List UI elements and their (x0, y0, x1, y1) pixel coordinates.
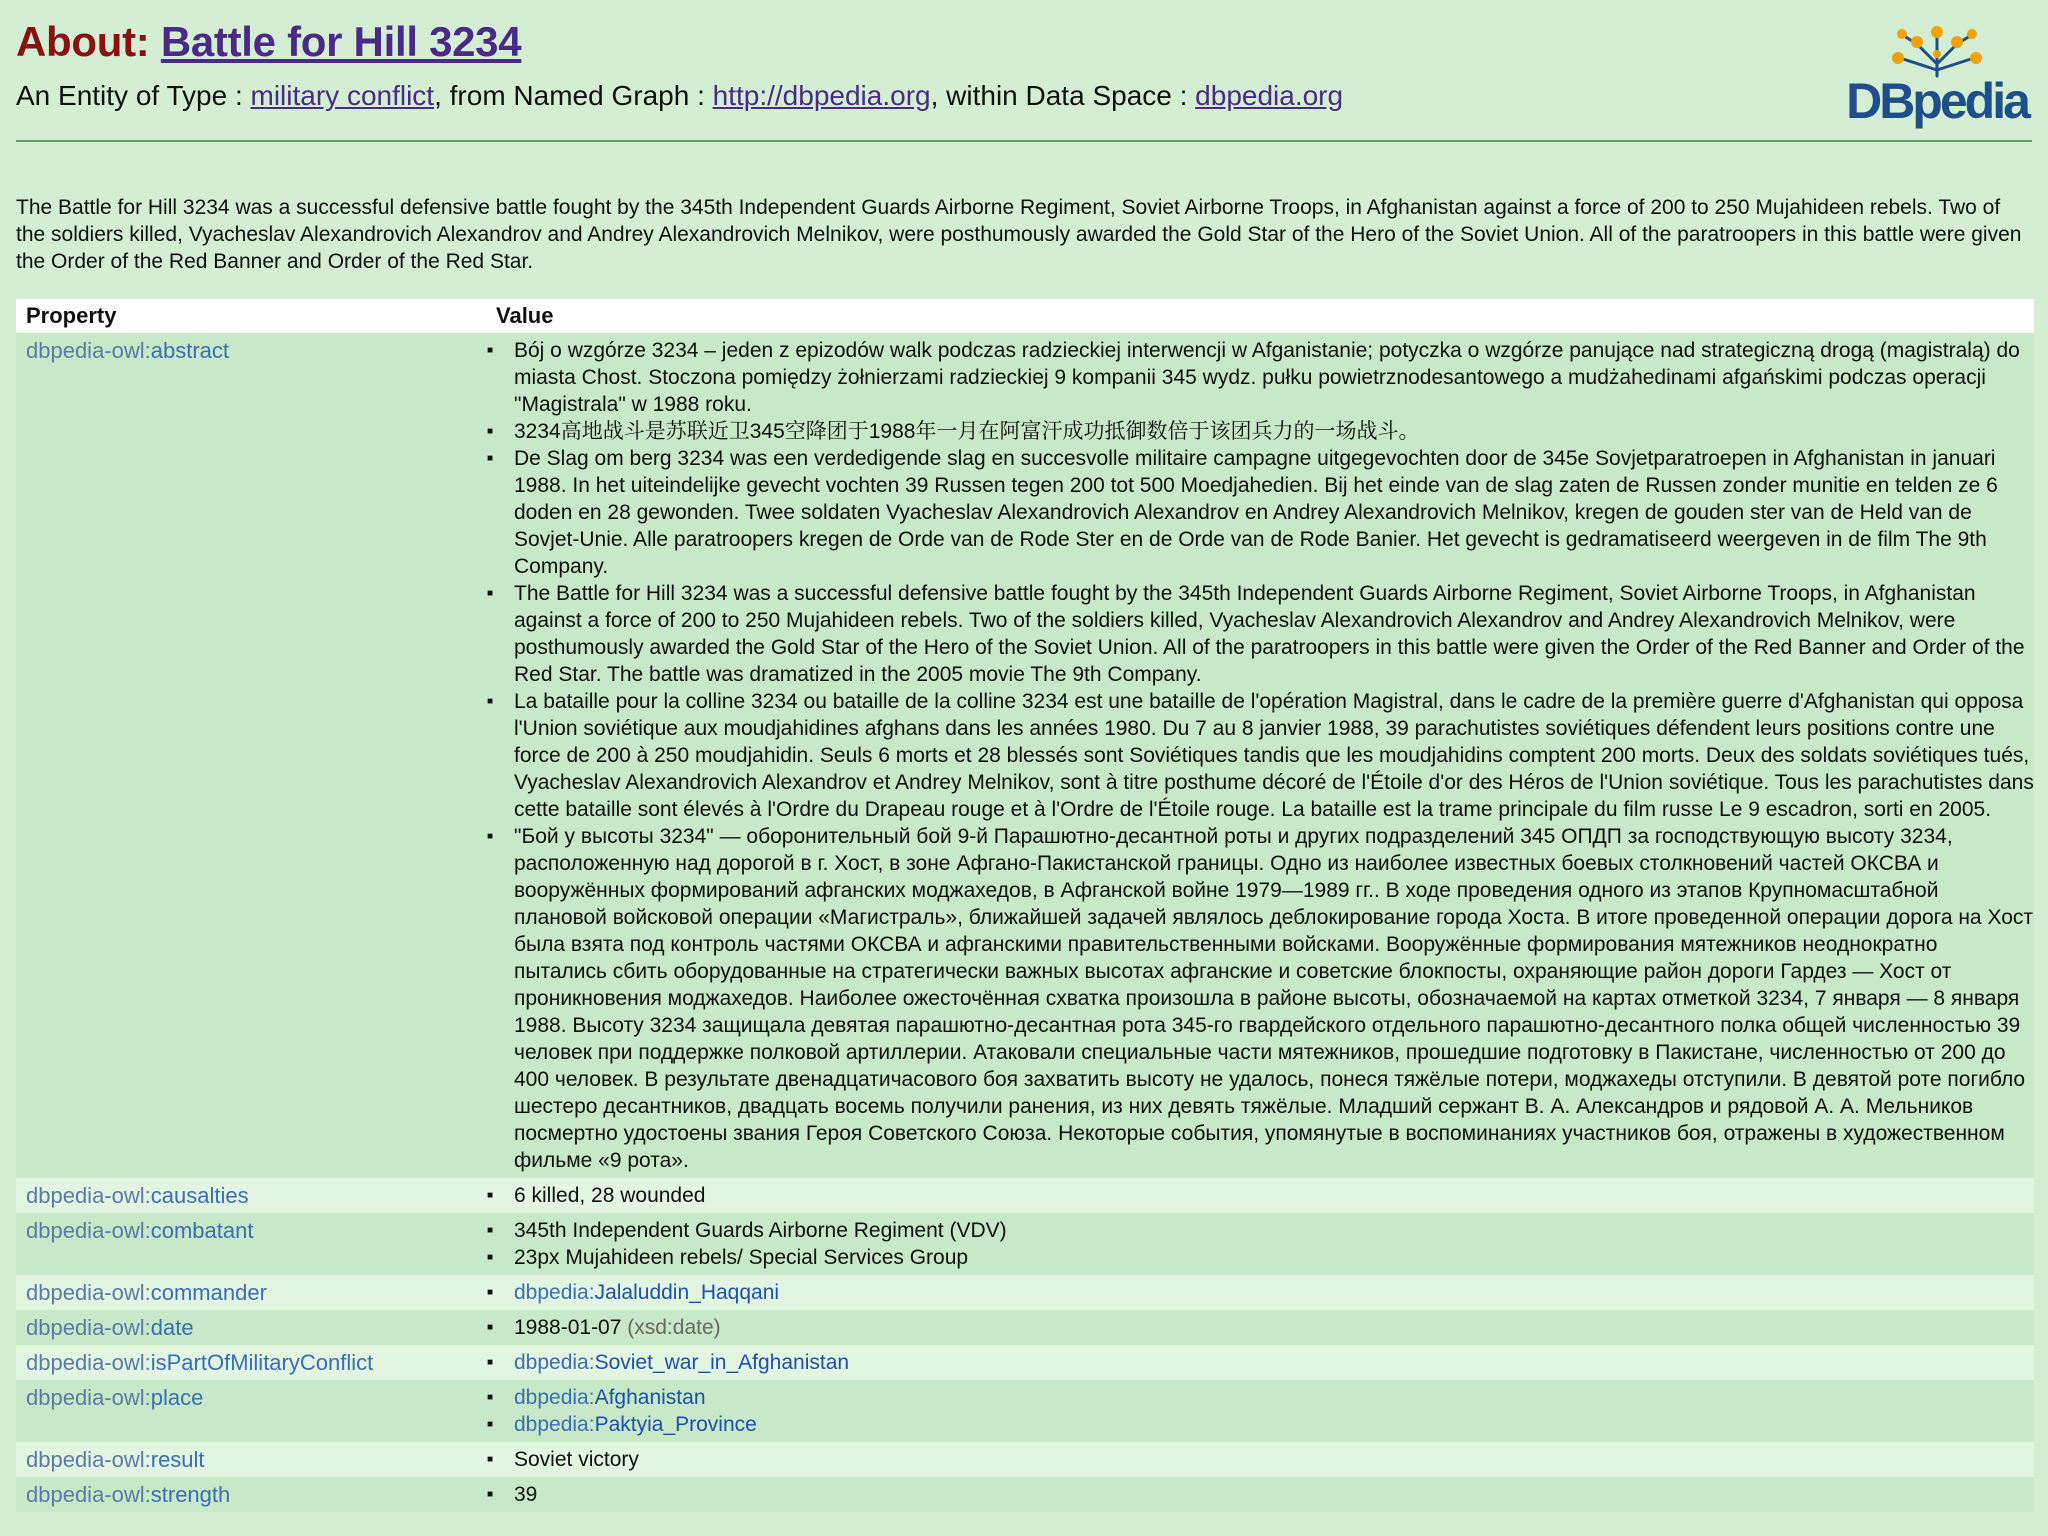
property-prefix: dbpedia-owl: (26, 1183, 151, 1208)
data-space-link[interactable]: dbpedia.org (1195, 80, 1344, 111)
table-row (16, 1213, 2034, 1275)
value-list (488, 1349, 2034, 1376)
value-list (488, 1279, 2034, 1306)
property-prefix: dbpedia-owl: (26, 1350, 151, 1375)
value-cell (488, 1275, 2034, 1310)
value-list (488, 1446, 2034, 1473)
value-list (488, 1314, 2034, 1341)
value-cell (488, 1178, 2034, 1213)
value-item (514, 337, 2034, 418)
entity-subtitle (16, 78, 2032, 114)
property-cell[interactable] (16, 1477, 488, 1512)
resource-link[interactable] (514, 1386, 706, 1409)
value-text: "Бой у высоты 3234" — оборонительный бой 9-й Парашютно-десантной роты и других подразделений 345 ОПДП за господствующую высоту 3234, расположенную над дорогой в г. Хост, в зоне Афгано-Пакистанской границы. Одно из наиболее известных боевых столкновений частей ОКСВА и вооружённых формирований афганских моджахедов, в Афганской войне 1979—1989 гг.. В ходе проведения одного из этапов Крупномасштабной плановой войсковой операции «Магистраль», ближайшей задачей являлось деблокирование города Хоста. В итоге проведенной операции дорога на Хост была взята под контроль частями ОКСВА и афганскими правительственными войсками. Вооружённые формирования мятежников неоднократно пытались сбить оборудованные на стратегически важных высотах афганские и советские блокпосты, охраняющие район дороги Гардез — Хост от проникновения моджахедов. Наиболее ожесточённая схватка произошла в районе высоты, обозначаемой на картах отметкой 3234, 7 января — 8 января 1988. Высоту 3234 защищала девятая парашютно-десантная рота 345-го гвардейского отдельного парашютно-десантного полка общей численностью 39 человек при поддержке полковой артиллерии. Атаковали специальные части мятежников, прошедшие подготовку в Пакистане, численностью от 200 до 400 человек. В результате двенадцатичасового боя захватить высоту не удалось, понеся тяжёлые потери, моджахеды отступили. В девятой роте погибло шестеро десантников, двадцать восемь получили ранения, из них девять тяжёлые. Младший сержант В. А. Александров и рядовой А. А. Мельников посмертно удостоены звания Героя Советского Союза. Некоторые события, упомянутые в воспоминаниях участников боя, отражены в художественном фильме «9 рота». (514, 825, 2034, 1172)
entity-description: The Battle for Hill 3234 was a successful defensive battle fought by the 345th Independent Guards Airborne Regiment, Soviet Airborne Troops, in Afghanistan against a force of 200 to 250 Mujahideen rebels. Two of the soldiers killed, Vyacheslav Alexandrovich Alexandrov and Andrey Alexandrovich Melnikov, were posthumously awarded the Gold Star of the Hero of the Soviet Union. All of the paratroopers in this battle were given the Order of the Red Banner and Order of the Red Star. (16, 196, 2022, 273)
table-row (16, 1275, 2034, 1310)
property-cell[interactable] (16, 1442, 488, 1477)
value-text: 345th Independent Guards Airborne Regiment (VDV) (514, 1219, 1007, 1242)
property-cell[interactable] (16, 1380, 488, 1442)
value-cell (488, 1477, 2034, 1512)
property-prefix: dbpedia-owl: (26, 338, 151, 363)
resource-prefix: dbpedia: (514, 1386, 595, 1409)
value-item (514, 445, 2034, 580)
resource-link[interactable] (514, 1413, 757, 1436)
value-item (514, 823, 2034, 1174)
property-name[interactable]: causalties (150, 1183, 249, 1208)
property-cell[interactable] (16, 1213, 488, 1275)
property-cell[interactable] (16, 1275, 488, 1310)
property-cell[interactable] (16, 1345, 488, 1380)
property-table (16, 299, 2034, 1512)
value-item (514, 1182, 2034, 1209)
value-item (514, 1446, 2034, 1473)
property-name[interactable]: result (150, 1447, 205, 1472)
subtitle-text-2: , from Named Graph : (434, 80, 713, 111)
table-row (16, 333, 2034, 1178)
value-item (514, 1349, 2034, 1376)
value-list (488, 1384, 2034, 1438)
property-name[interactable]: combatant (150, 1218, 254, 1243)
property-prefix: dbpedia-owl: (26, 1280, 151, 1305)
resource-link[interactable] (514, 1281, 779, 1304)
value-item (514, 688, 2034, 823)
dbpedia-logo[interactable] (1842, 14, 2032, 132)
subtitle-text-3: , within Data Space : (930, 80, 1196, 111)
value-list (488, 1217, 2034, 1271)
title-prefix: About: (16, 18, 161, 65)
property-prefix: dbpedia-owl: (26, 1447, 151, 1472)
value-item (514, 1411, 2034, 1438)
property-cell[interactable] (16, 1178, 488, 1213)
value-item (514, 1384, 2034, 1411)
property-name[interactable]: commander (150, 1280, 267, 1305)
value-text: 39 (514, 1483, 538, 1506)
value-item (514, 1279, 2034, 1306)
table-row (16, 1477, 2034, 1512)
property-cell[interactable] (16, 333, 488, 1178)
table-header (16, 299, 2034, 333)
table-row (16, 1310, 2034, 1345)
value-item (514, 1244, 2034, 1271)
header-divider (16, 140, 2032, 142)
type-link[interactable]: military conflict (250, 80, 435, 111)
property-prefix: dbpedia-owl: (26, 1218, 151, 1243)
value-cell (488, 1442, 2034, 1477)
subtitle-text-1: An Entity of Type : (16, 80, 251, 111)
resource-name: Soviet_war_in_Afghanistan (594, 1351, 850, 1374)
value-list (488, 1481, 2034, 1508)
value-text: Bój o wzgórze 3234 – jeden z epizodów walk podczas radzieckiej interwencji w Afganistanie; potyczka o wzgórze panujące nad strategiczną drogą (magistralą) do miasta Chost. Stoczona pomiędzy żołnierzami radzieckiej 9 kompanii 345 wydz. pułku powietrznodesantowego a mudżahedinami afgańskimi podczas operacji "Magistrala" w 1988 roku. (514, 339, 2020, 416)
value-text: 1988-01-07 (514, 1316, 622, 1339)
logo-text: DBpedia (1846, 73, 2028, 129)
property-prefix: dbpedia-owl: (26, 1482, 151, 1507)
value-text: La bataille pour la colline 3234 ou bataille de la colline 3234 est une bataille de l'opération Magistral, dans le cadre de la première guerre d'Afghanistan qui opposa l'Union soviétique aux moudjahidines afghans dans les années 1980. Du 7 au 8 janvier 1988, 39 parachutistes soviétiques défendent leurs positions contre une force de 200 à 250 moudjahidin. Seuls 6 morts et 28 blessés sont Soviétiques tandis que les moudjahidins comptent 200 morts. Deux des soldats soviétiques tués, Vyacheslav Alexandrovich Alexandrov et Andrey Melnikov, sont à titre posthume décoré de l'Étoile d'or des Héros de l'Union soviétique. Tous les parachutistes dans cette bataille sont élevés à l'Ordre du Drapeau rouge et à l'Ordre de l'Étoile rouge. La bataille est la trame principale du film russe Le 9 escadron, sorti en 2005. (514, 690, 2034, 821)
resource-link[interactable] (514, 1351, 849, 1374)
value-text: Soviet victory (514, 1448, 639, 1471)
value-item (514, 1481, 2034, 1508)
value-cell (488, 1345, 2034, 1380)
property-name[interactable]: strength (150, 1482, 231, 1507)
column-header-value: Value (496, 303, 554, 328)
resource-name: Afghanistan (594, 1386, 706, 1409)
value-item (514, 1314, 2034, 1341)
resource-prefix: dbpedia: (514, 1413, 595, 1436)
named-graph-link[interactable]: http://dbpedia.org (712, 80, 931, 111)
property-name[interactable]: abstract (150, 338, 230, 363)
value-item (514, 418, 2034, 445)
property-prefix: dbpedia-owl: (26, 1385, 151, 1410)
property-name[interactable]: isPartOfMilitaryConflict (150, 1350, 374, 1375)
page-title (16, 14, 2032, 70)
value-text: The Battle for Hill 3234 was a successful defensive battle fought by the 345th Independent Guards Airborne Regiment, Soviet Airborne Troops, in Afghanistan against a force of 200 to 250 Mujahideen rebels. Two of the soldiers killed, Vyacheslav Alexandrovich Alexandrov and Andrey Alexandrovich Melnikov, were posthumously awarded the Gold Star of the Hero of the Soviet Union. All of the paratroopers in this battle were given the Order of the Red Banner and Order of the Red Star. The battle was dramatized in the 2005 movie The 9th Company. (514, 582, 2025, 686)
table-row (16, 1442, 2034, 1477)
column-header-property: Property (26, 303, 117, 328)
resource-prefix: dbpedia: (514, 1281, 595, 1304)
resource-name: Paktyia_Province (594, 1413, 757, 1436)
resource-name: Jalaluddin_Haqqani (594, 1281, 780, 1304)
value-text: 3234高地战斗是苏联近卫345空降团于1988年一月在阿富汗成功抵御数倍于该团兵力的一场战斗。 (514, 420, 1420, 443)
table-row (16, 1380, 2034, 1442)
value-cell (488, 1380, 2034, 1442)
property-prefix: dbpedia-owl: (26, 1315, 151, 1340)
value-cell (488, 333, 2034, 1178)
table-body (16, 333, 2034, 1512)
entity-link[interactable]: Battle for Hill 3234 (160, 18, 522, 65)
value-list (488, 1182, 2034, 1209)
value-item (514, 1217, 2034, 1244)
value-text: 23px Mujahideen rebels/ Special Services Group (514, 1246, 969, 1269)
property-name[interactable]: place (150, 1385, 204, 1410)
property-cell[interactable] (16, 1310, 488, 1345)
table-row (16, 1345, 2034, 1380)
value-cell (488, 1213, 2034, 1275)
value-cell (488, 1310, 2034, 1345)
value-list (488, 337, 2034, 1174)
value-item (514, 580, 2034, 688)
dbpedia-logo-icon (1842, 14, 2032, 132)
page-header (16, 14, 2032, 142)
table-row (16, 1178, 2034, 1213)
datatype-label: (xsd:date) (621, 1316, 721, 1339)
value-text: 6 killed, 28 wounded (514, 1184, 706, 1207)
property-name[interactable]: date (150, 1315, 194, 1340)
value-text: De Slag om berg 3234 was een verdedigende slag en succesvolle militaire campagne uitgegevochten door de 345e Sovjetparatroepen in Afghanistan in januari 1988. In het uiteindelijke gevecht vochten 39 Russen tegen 200 tot 500 Moedjahedien. Bij het einde van de slag zaten de Russen zonder munitie en telden ze 6 doden en 28 gewonden. Twee soldaten Vyacheslav Alexandrovich Alexandrov en Andrey Alexandrovich Melnikov, kregen de gouden ster van de Held van de Sovjet-Unie. Alle paratroopers kregen de Orde van de Rode Ster en de Orde van de Rode Banier. Het gevecht is gedramatiseerd weergeven in de film The 9th Company. (514, 447, 1998, 578)
resource-prefix: dbpedia: (514, 1351, 595, 1374)
